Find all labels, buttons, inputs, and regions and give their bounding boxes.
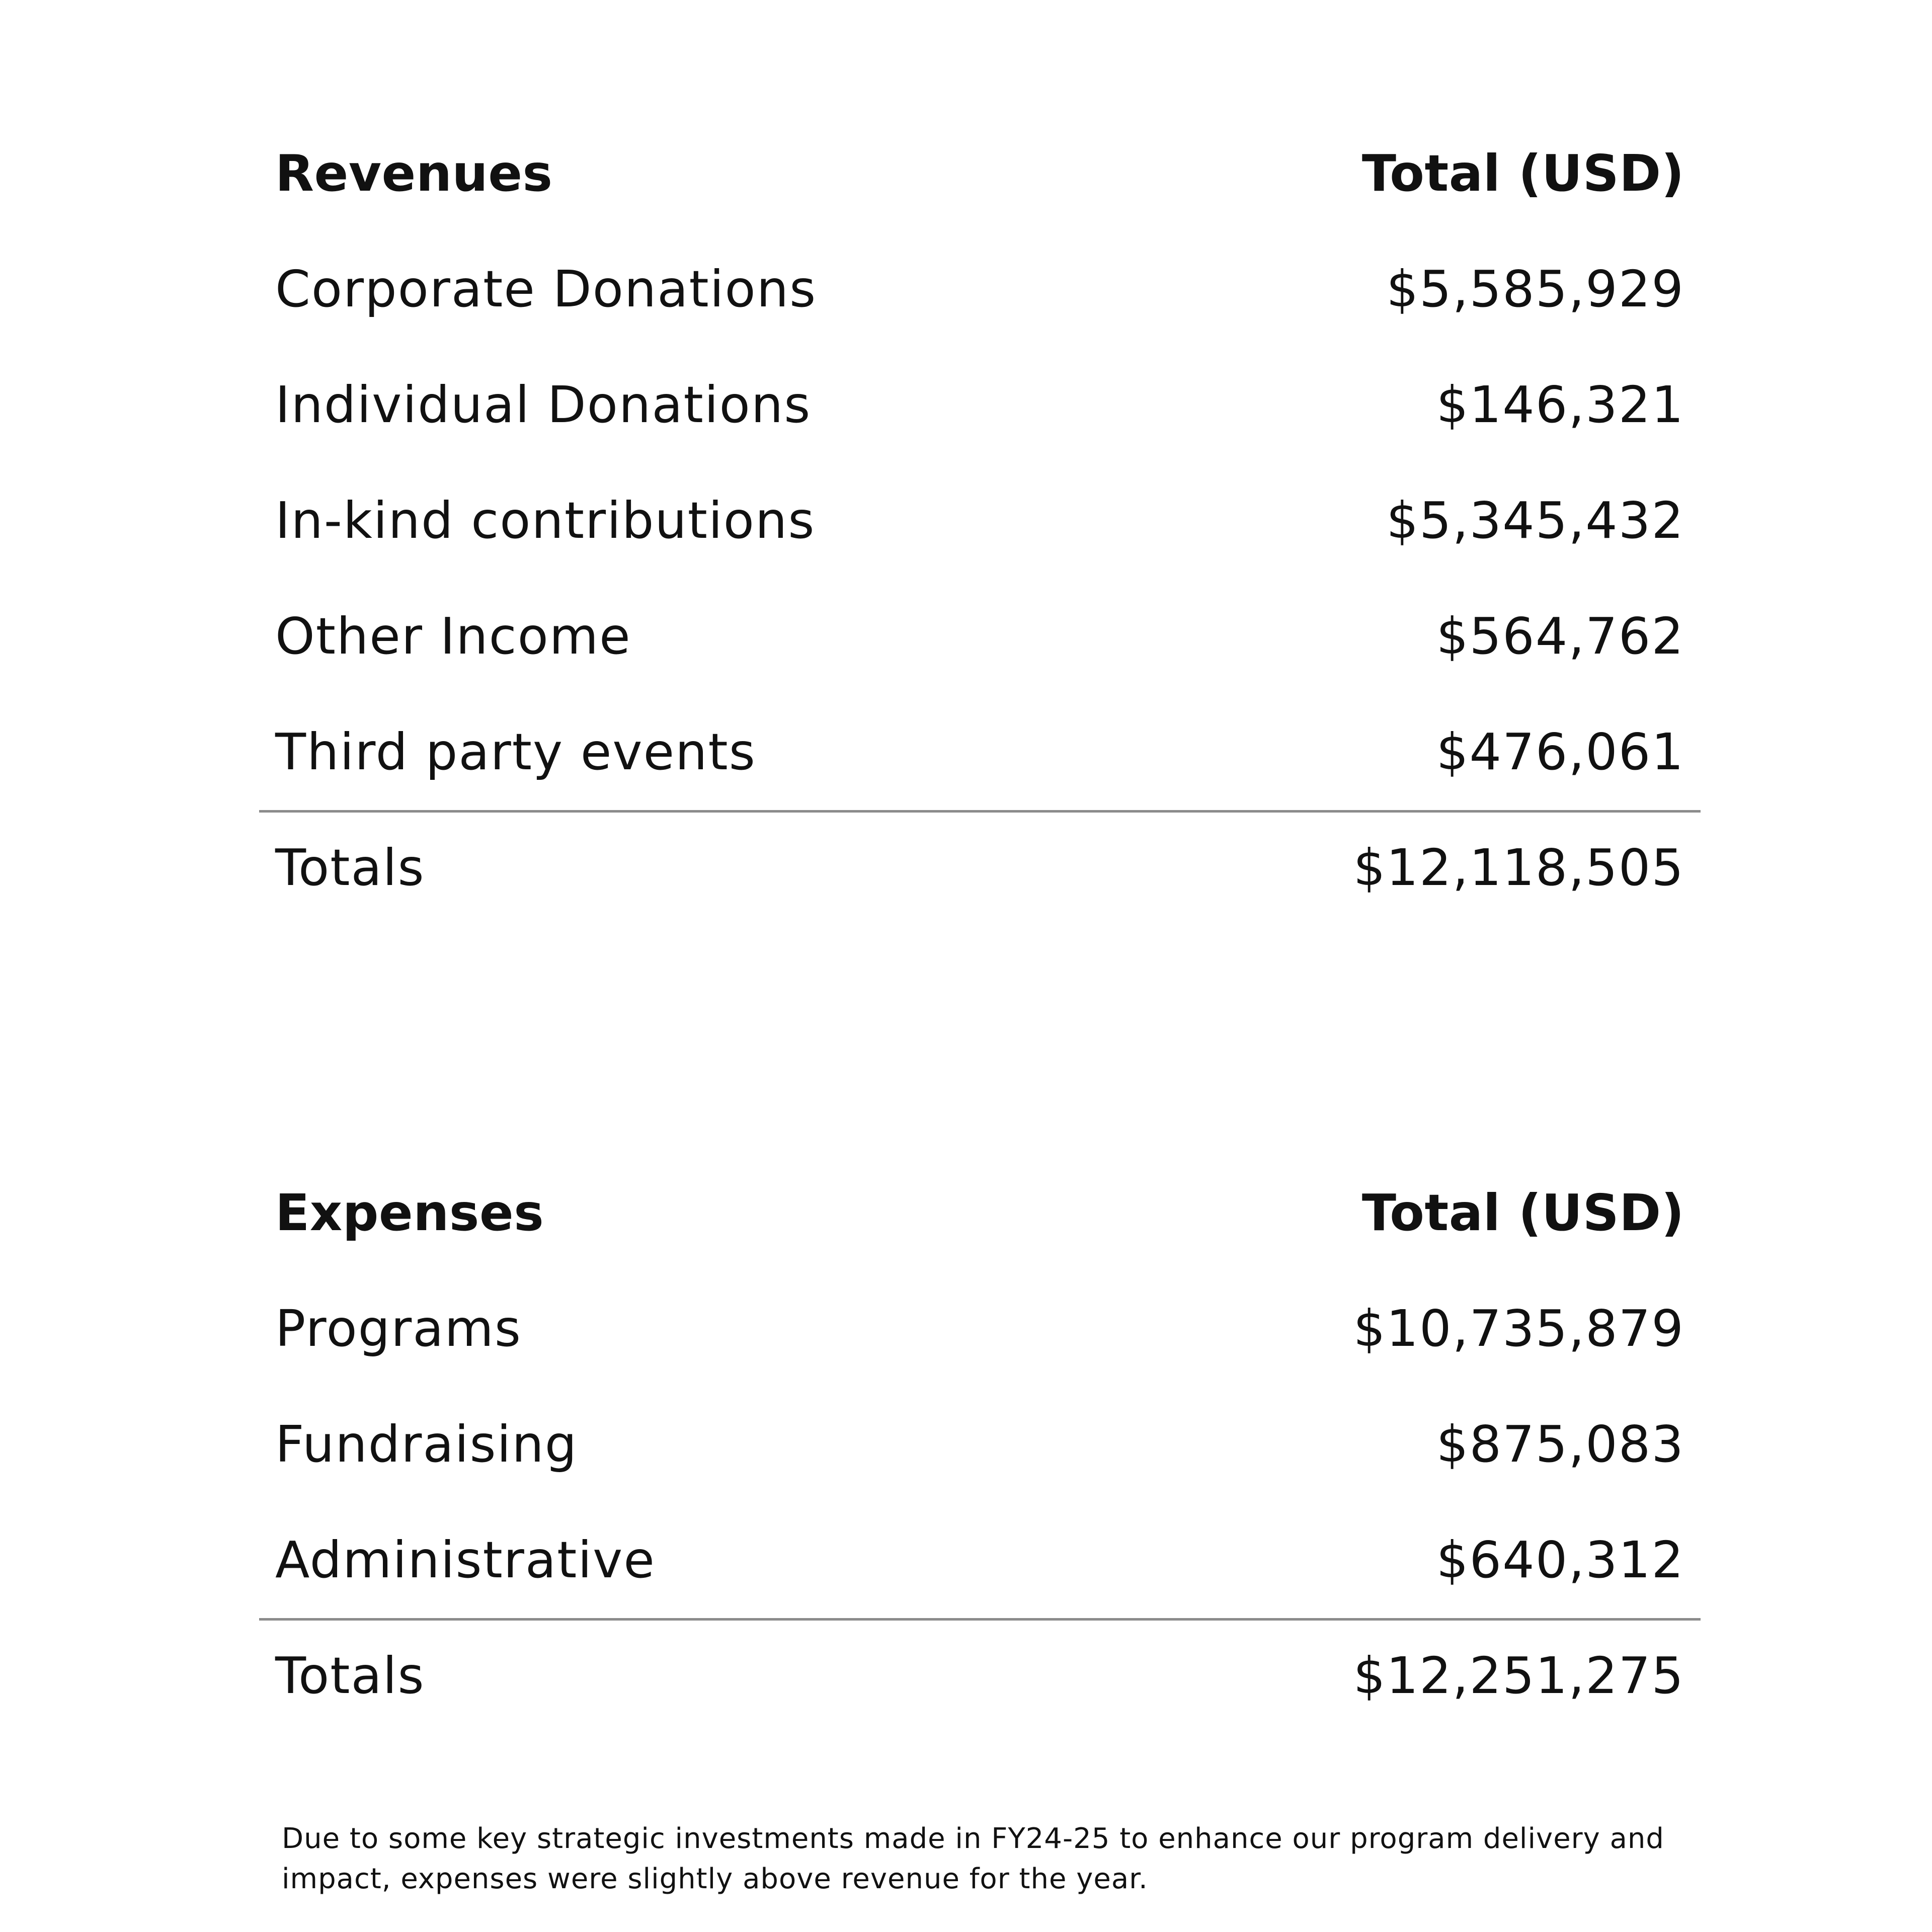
totals-label: Totals <box>275 838 425 897</box>
row-label: Individual Donations <box>275 375 812 434</box>
expenses-totals-row <box>259 1618 1701 1734</box>
row-label: Other Income <box>275 607 631 666</box>
revenue-row-other-income <box>259 579 1701 694</box>
expenses-header-row <box>259 1155 1701 1271</box>
row-value: $476,061 <box>1436 722 1684 781</box>
revenue-row-third-party-events <box>259 694 1701 810</box>
row-value: $10,735,879 <box>1353 1299 1684 1358</box>
revenue-row-in-kind-contributions <box>259 463 1701 579</box>
totals-value: $12,251,275 <box>1353 1646 1684 1705</box>
footnote: Due to some key strategic investments made in FY24-25 to enhance our program delivery and impact, expenses were slightly above revenue for the year. <box>282 1822 1664 1895</box>
totals-label: Totals <box>275 1646 425 1705</box>
row-value: $564,762 <box>1436 607 1684 666</box>
row-value: $5,585,929 <box>1386 260 1684 318</box>
revenue-row-corporate-donations <box>259 231 1701 347</box>
row-label: In-kind contributions <box>275 491 816 550</box>
row-value: $875,083 <box>1436 1415 1684 1474</box>
row-value: $146,321 <box>1436 375 1684 434</box>
expense-row-programs <box>259 1271 1701 1387</box>
row-label: Fundraising <box>275 1415 578 1474</box>
expenses-total-usd-heading: Total (USD) <box>1361 1183 1684 1242</box>
revenue-row-individual-donations <box>259 347 1701 463</box>
row-value: $5,345,432 <box>1386 491 1684 550</box>
revenues-total-usd-heading: Total (USD) <box>1361 144 1684 203</box>
revenues-header-row <box>259 116 1701 231</box>
expenses-heading: Expenses <box>275 1183 544 1242</box>
expenses-table <box>259 1155 1701 1734</box>
revenues-totals-row <box>259 810 1701 926</box>
row-label: Administrative <box>275 1531 656 1589</box>
row-label: Programs <box>275 1299 522 1358</box>
row-label: Third party events <box>275 722 756 781</box>
row-value: $640,312 <box>1436 1531 1684 1589</box>
totals-value: $12,118,505 <box>1353 838 1684 897</box>
expense-row-fundraising <box>259 1387 1701 1502</box>
expense-row-administrative <box>259 1502 1701 1618</box>
revenues-table <box>259 116 1701 926</box>
revenues-heading: Revenues <box>275 144 553 203</box>
row-label: Corporate Donations <box>275 260 817 318</box>
